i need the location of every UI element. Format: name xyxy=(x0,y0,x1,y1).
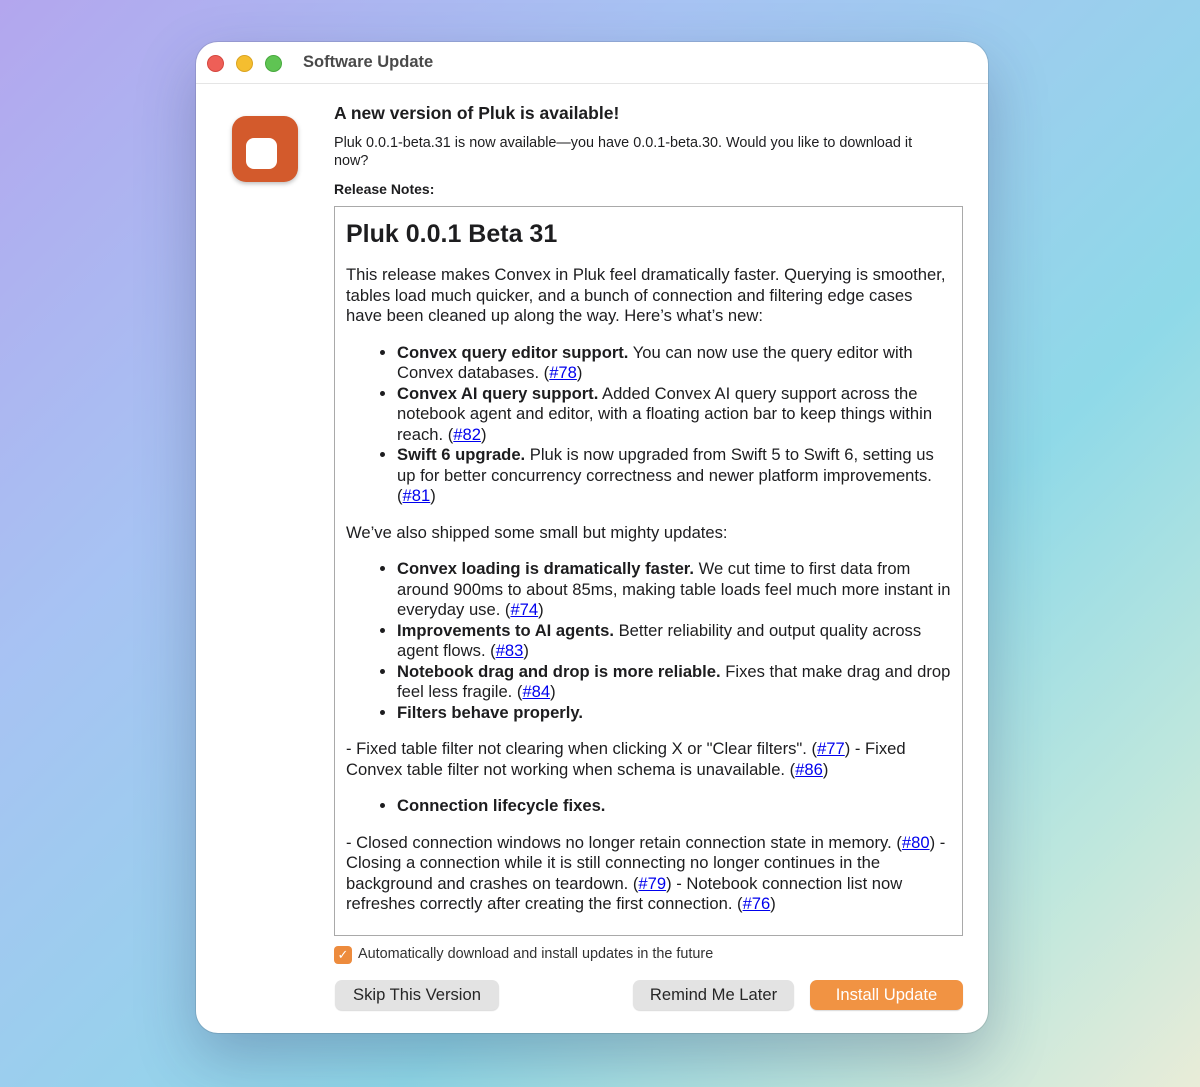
issue-link[interactable]: #82 xyxy=(453,424,481,444)
minimize-window-button[interactable] xyxy=(236,55,253,72)
release-intro: This release makes Convex in Pluk feel dramatically faster. Querying is smoother, tables load much quicker, and a bunch of connection and filtering edge cases have been cleaned up along the way. Here’s what’s new: xyxy=(346,265,946,325)
auto-update-checkbox[interactable]: ✓ xyxy=(334,946,352,964)
app-icon xyxy=(232,116,298,182)
app-icon-glyph xyxy=(246,138,277,169)
filters-fixes-text: - Fixed table filter not clearing when clicking X or "Clear filters". (#77) - Fixed Convex table filter not working when schema is unavailable. (#86) xyxy=(346,739,906,779)
issue-link[interactable]: #81 xyxy=(402,486,431,505)
update-description: Pluk 0.0.1-beta.31 is now available—you have 0.0.1-beta.30. Would you like to download it now? xyxy=(334,135,913,169)
issue-link[interactable]: #78 xyxy=(549,363,577,382)
issue-link[interactable]: #83 xyxy=(495,641,524,660)
window-title: Software Update xyxy=(303,53,434,71)
release-notes-label: Release Notes: xyxy=(334,181,435,197)
list-item: • Swift 6 upgrade. Pluk is now upgraded from Swift 5 to Swift 6, setting us up for better concurrency correctness and newer platform improvements. (#81) xyxy=(397,445,952,507)
list-item: • Improvements to AI agents. Better reliability and output quality across agent flows. (#83) xyxy=(397,621,952,662)
issue-link[interactable]: #86 xyxy=(795,759,823,779)
feature-list xyxy=(346,343,952,507)
title-bar xyxy=(196,42,988,84)
issue-link[interactable]: #76 xyxy=(742,894,771,913)
issue-link[interactable]: #74 xyxy=(510,600,539,619)
zoom-window-button[interactable] xyxy=(265,55,282,72)
skip-version-button[interactable]: Skip This Version xyxy=(335,980,499,1010)
issue-link[interactable]: #80 xyxy=(901,832,930,852)
connection-fixes-text: - Closed connection windows no longer retain connection state in memory. (#80) - Closing a connection while it is still connecting no longer continues in the background and crashes on teardown. (#79) - Notebook connection list now refreshes correctly after creating the first connection. (#76) xyxy=(346,832,946,913)
small-updates-intro: We’ve also shipped some small but mighty updates: xyxy=(346,522,728,542)
remind-later-button[interactable]: Remind Me Later xyxy=(633,980,794,1010)
install-update-button[interactable]: Install Update xyxy=(810,980,963,1010)
list-item: • Filters behave properly. xyxy=(397,703,952,724)
issue-link[interactable]: #77 xyxy=(817,739,845,758)
close-window-button[interactable] xyxy=(207,55,224,72)
connection-list xyxy=(346,796,952,817)
software-update-window xyxy=(196,42,988,1033)
release-notes-title: Pluk 0.0.1 Beta 31 xyxy=(346,220,558,248)
issue-link[interactable]: #79 xyxy=(638,873,667,893)
list-item: • Notebook drag and drop is more reliable. Fixes that make drag and drop feel less fragile. (#84) xyxy=(397,662,952,703)
auto-update-label[interactable]: Automatically download and install updates in the future xyxy=(358,946,714,962)
list-item: • Convex AI query support. Added Convex AI query support across the notebook agent and editor, with a floating action bar to keep things within reach. (#82) xyxy=(397,384,952,446)
list-item: • Convex loading is dramatically faster. We cut time to first data from around 900ms to about 85ms, making table loads feel much more instant in everyday use. (#74) xyxy=(397,559,952,621)
list-item: • Convex query editor support. You can now use the query editor with Convex databases. (#78) xyxy=(397,343,952,384)
release-notes-panel[interactable] xyxy=(334,206,963,936)
update-headline: A new version of Pluk is available! xyxy=(334,103,620,123)
updates-list xyxy=(346,559,952,723)
list-item: • Connection lifecycle fixes. xyxy=(397,796,952,817)
issue-link[interactable]: #84 xyxy=(522,682,551,701)
